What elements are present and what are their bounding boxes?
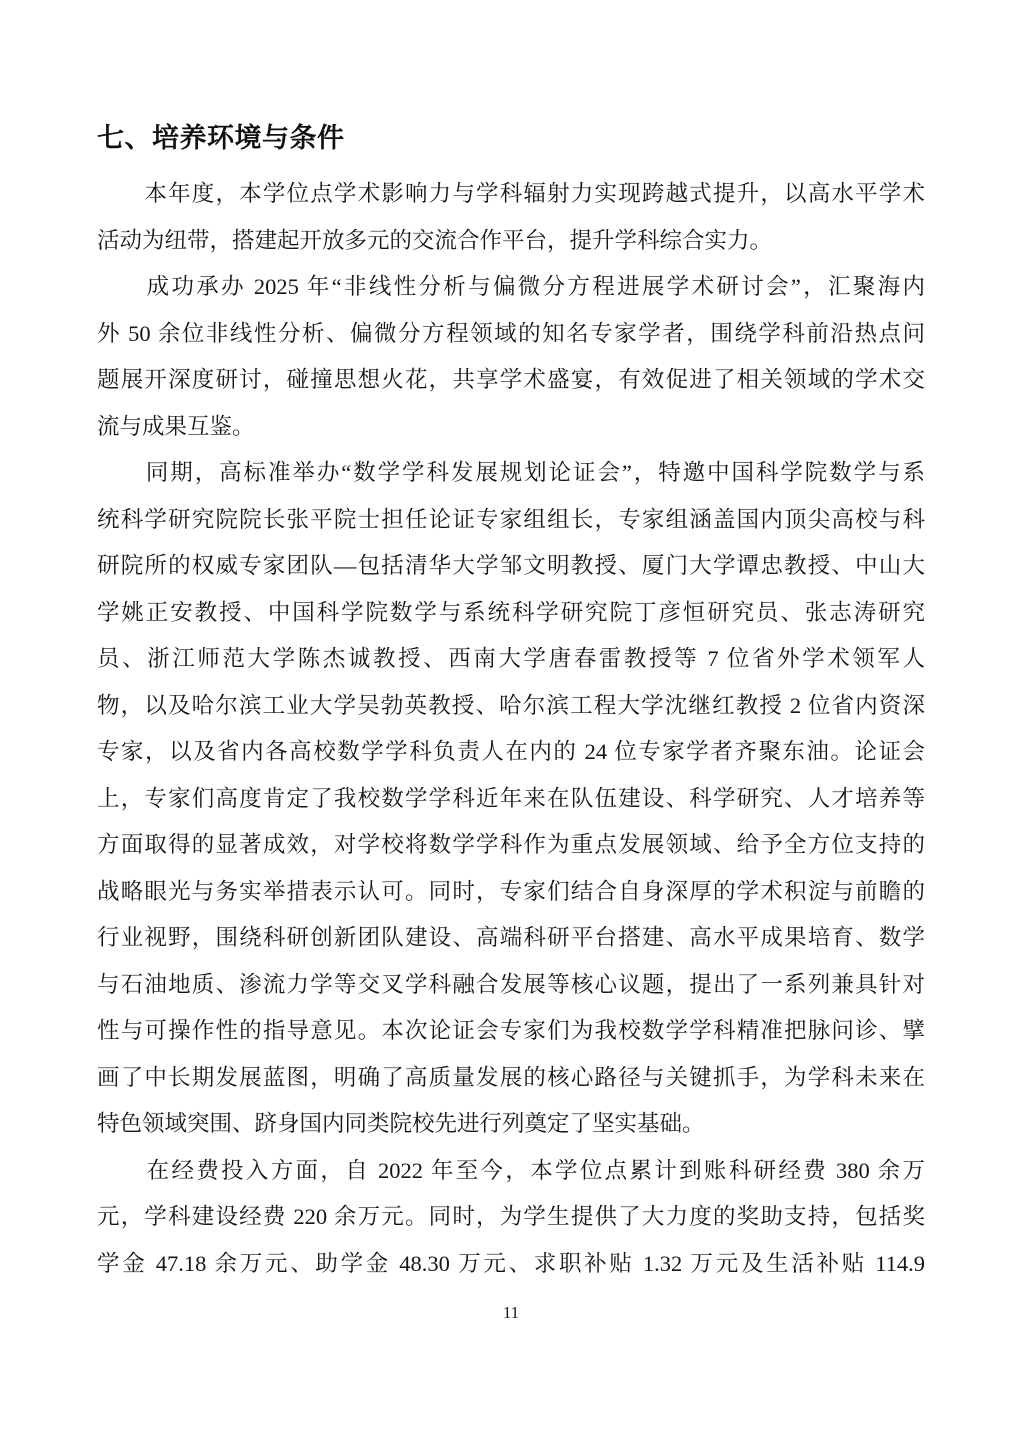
section-heading: 七、培养环境与条件 bbox=[97, 123, 345, 153]
text-line: 方面取得的显著成效，对学校将数学学科作为重点发展领域、给予全方位支持的 bbox=[97, 832, 925, 857]
text-line: 本年度，本学位点学术影响力与学科辐射力实现跨越式提升，以高水平学术 bbox=[97, 181, 925, 206]
text-line: 题展开深度研讨，碰撞思想火花，共享学术盛宴，有效促进了相关领域的学术交 bbox=[97, 367, 925, 392]
text-line: 性与可操作性的指导意见。本次论证会专家们为我校数学学科精准把脉问诊、擘 bbox=[97, 1018, 925, 1043]
page-number: 11 bbox=[502, 1303, 520, 1322]
text-line: 统科学研究院院长张平院士担任论证专家组组长，专家组涵盖国内顶尖高校与科 bbox=[97, 506, 925, 532]
text-line: 流与成果互鉴。 bbox=[97, 413, 255, 439]
text-line: 上，专家们高度肯定了我校数学学科近年来在队伍建设、科学研究、人才培养等 bbox=[97, 785, 925, 811]
text-line: 研院所的权威专家团队—包括清华大学邹文明教授、厦门大学谭忠教授、中山大 bbox=[97, 553, 925, 578]
paragraph bbox=[97, 450, 925, 1148]
text-line: 行业视野，围绕科研创新团队建设、高端科研平台搭建、高水平成果培育、数学 bbox=[97, 925, 925, 950]
page-content bbox=[97, 121, 925, 1287]
text-line: 在经费投入方面，自 2022 年至今，本学位点累计到账科研经费 380 余万 bbox=[97, 1157, 925, 1183]
text-line: 同期，高标准举办“数学学科发展规划论证会”，特邀中国科学院数学与系 bbox=[97, 460, 925, 485]
text-line: 元，学科建设经费 220 余万元。同时，为学生提供了大力度的奖助支持，包括奖 bbox=[97, 1204, 925, 1229]
text-line: 画了中长期发展蓝图，明确了高质量发展的核心路径与关键抓手，为学科未来在 bbox=[97, 1064, 925, 1090]
paragraph bbox=[97, 264, 925, 450]
text-line: 学金 47.18 余万元、助学金 48.30 万元、求职补贴 1.32 万元及生活补贴 114.9 bbox=[97, 1250, 925, 1276]
text-line: 成功承办 2025 年“非线性分析与偏微分方程进展学术研讨会”，汇聚海内 bbox=[97, 274, 925, 299]
text-line: 员、浙江师范大学陈杰诚教授、西南大学唐春雷教授等 7 位省外学术领军人 bbox=[97, 646, 925, 671]
text-line: 学姚正安教授、中国科学院数学与系统科学研究院丁彦恒研究员、张志涛研究 bbox=[97, 599, 925, 625]
text-line: 特色领域突围、跻身国内同类院校先进行列奠定了坚实基础。 bbox=[97, 1111, 705, 1136]
text-line: 活动为纽带，搭建起开放多元的交流合作平台，提升学科综合实力。 bbox=[97, 227, 773, 253]
paragraph bbox=[97, 1148, 925, 1288]
text-line: 专家，以及省内各高校数学学科负责人在内的 24 位专家学者齐聚东油。论证会 bbox=[97, 739, 925, 764]
text-line: 物，以及哈尔滨工业大学吴勃英教授、哈尔滨工程大学沈继红教授 2 位省内资深 bbox=[97, 692, 925, 718]
paragraph bbox=[97, 171, 925, 264]
text-line: 与石油地质、渗流力学等交叉学科融合发展等核心议题，提出了一系列兼具针对 bbox=[97, 971, 925, 997]
text-line: 战略眼光与务实举措表示认可。同时，专家们结合自身深厚的学术积淀与前瞻的 bbox=[97, 878, 925, 904]
text-line: 外 50 余位非线性分析、偏微分方程领域的知名专家学者，围绕学科前沿热点问 bbox=[97, 320, 925, 346]
